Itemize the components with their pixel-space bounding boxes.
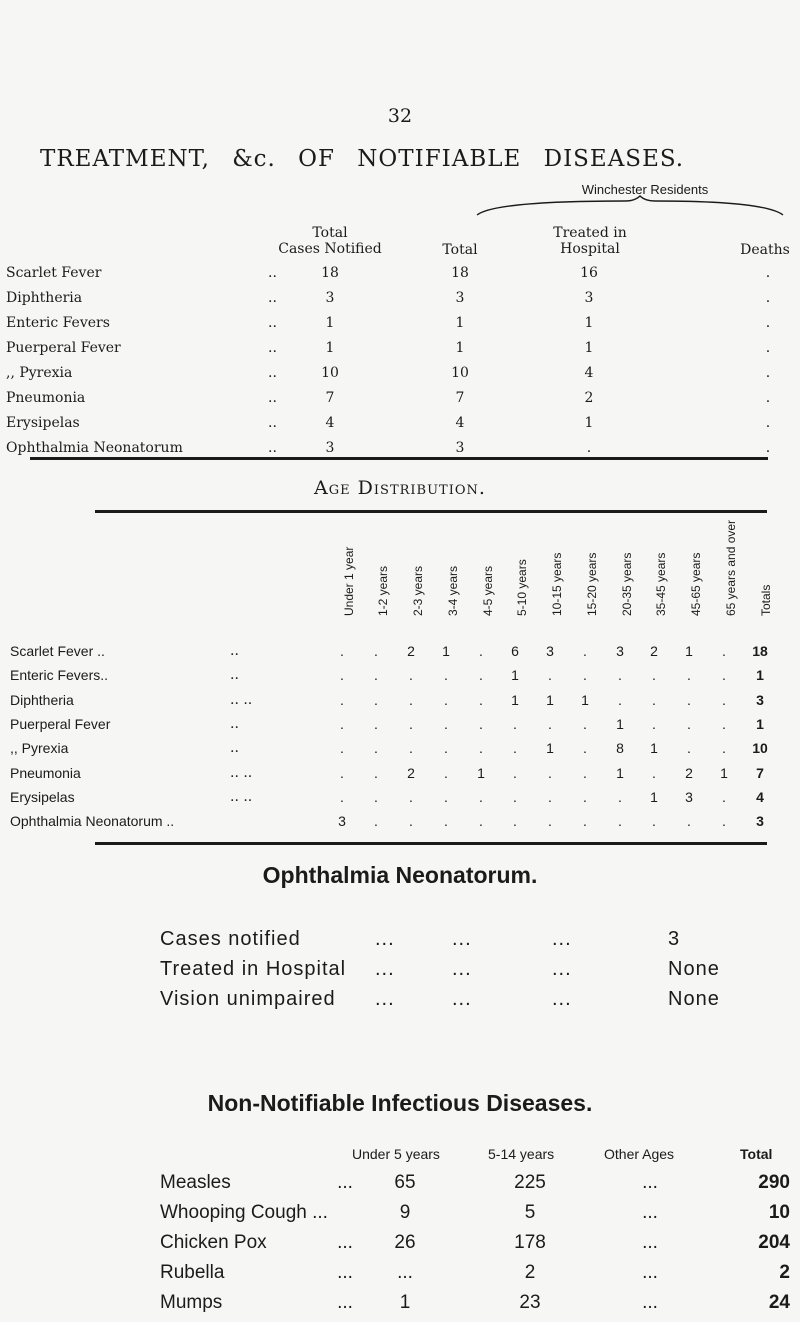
age-cell: . — [583, 715, 587, 732]
table-row — [160, 1202, 800, 1232]
age-column-label: 35-45 years — [654, 552, 668, 616]
disease-name: ,, Pyrexia — [10, 740, 69, 757]
leader-dots: .. — [230, 643, 239, 659]
age-cell: . — [374, 813, 378, 830]
age-cell: . — [687, 715, 691, 732]
page-number: 32 — [387, 105, 413, 127]
cell-deaths: . — [765, 390, 771, 406]
age-cell: . — [652, 691, 656, 708]
table-row — [0, 813, 800, 837]
table-row — [0, 290, 800, 312]
age-cell: 2 — [407, 764, 415, 781]
row-total: 7 — [756, 764, 764, 781]
cell-5-14: 5 — [524, 1202, 536, 1223]
cell-hospital: 3 — [584, 290, 594, 306]
leader-dots: ... — [337, 1172, 353, 1193]
age-cell: . — [513, 764, 517, 781]
disease-name: Pneumonia — [10, 764, 81, 781]
age-cell: . — [340, 788, 344, 805]
age-column-label: Under 1 year — [342, 546, 356, 616]
age-cell: . — [340, 643, 344, 659]
age-cell: . — [479, 788, 483, 805]
age-cell: 1 — [511, 691, 519, 708]
cell-deaths: . — [765, 315, 771, 331]
age-cell: . — [340, 715, 344, 732]
age-cell: . — [479, 813, 483, 830]
leader-dots: ... — [552, 928, 572, 950]
age-cell: . — [374, 764, 378, 781]
header-total: Total — [442, 242, 478, 258]
cell-other: ... — [642, 1202, 658, 1223]
header-5-14: 5-14 years — [488, 1146, 555, 1162]
disease-name: Mumps — [160, 1292, 223, 1313]
ophthalmia-value: 3 — [668, 928, 681, 950]
age-cell: . — [479, 715, 483, 732]
leader-dots: .. .. — [230, 691, 253, 708]
group-label: Winchester Residents — [581, 182, 709, 197]
leader-dots: ... — [337, 1262, 353, 1283]
leader-dots: .. — [268, 390, 277, 406]
divider — [95, 842, 767, 845]
age-column-header — [643, 535, 668, 630]
leader-dots: .. .. — [230, 764, 253, 781]
leader-dots: .. — [268, 265, 277, 281]
cell-total: 3 — [455, 440, 465, 456]
header-total-line1: Total — [312, 225, 348, 241]
cell-total: 3 — [455, 290, 465, 306]
age-column-header — [331, 535, 356, 630]
cell-5-14: 178 — [514, 1232, 546, 1253]
age-column-label: 5-10 years — [515, 559, 529, 616]
age-cell: 3 — [685, 788, 693, 805]
non-notifiable-title: Non-Notifiable Infectious Diseases. — [207, 1090, 593, 1116]
age-cell: . — [340, 667, 344, 684]
age-column-header — [539, 535, 564, 630]
leader-dots: .. — [268, 365, 277, 381]
divider — [30, 457, 768, 460]
header-under5: Under 5 years — [352, 1146, 440, 1162]
age-distribution-title: Age Distribution. — [314, 477, 486, 499]
table-row — [0, 415, 800, 437]
age-cell: . — [687, 813, 691, 830]
page-title-text: TREATMENT, &c. OF NOTIFIABLE DISEASES. — [40, 146, 685, 172]
age-cell: . — [444, 715, 448, 732]
cell-notified: 10 — [321, 365, 339, 381]
table-row — [160, 1292, 800, 1322]
age-cell: . — [548, 667, 552, 684]
row-total: 3 — [756, 813, 764, 830]
age-cell: . — [479, 740, 483, 757]
cell-other: ... — [642, 1262, 658, 1283]
leader-dots: ... — [452, 958, 472, 980]
table-row — [0, 643, 800, 667]
table-row — [0, 765, 800, 789]
disease-name: Puerperal Fever — [10, 715, 111, 732]
cell-deaths: . — [765, 340, 771, 356]
cell-notified: 7 — [325, 390, 335, 406]
leader-dots: ... — [375, 958, 395, 980]
cell-hospital: 1 — [584, 415, 594, 431]
header-total: Total — [740, 1146, 773, 1162]
age-cell: . — [374, 643, 378, 659]
age-cell: 3 — [338, 813, 346, 830]
age-cell: . — [409, 715, 413, 732]
disease-name: Diphtheria — [10, 691, 74, 708]
row-total: 4 — [756, 788, 764, 805]
leader-dots: ... — [552, 958, 572, 980]
age-cell: . — [652, 813, 656, 830]
table-row — [160, 1262, 800, 1292]
disease-name: Rubella — [160, 1262, 225, 1283]
age-cell: . — [374, 788, 378, 805]
age-cell: . — [340, 691, 344, 708]
leader-dots: ... — [375, 988, 395, 1010]
age-cell: . — [548, 764, 552, 781]
age-cell: . — [340, 740, 344, 757]
age-cell: 1 — [581, 691, 589, 708]
cell-total: 2 — [779, 1262, 790, 1283]
header-treated-line1: Treated in — [553, 225, 627, 241]
cell-total: 1 — [455, 340, 465, 356]
age-column-header — [470, 535, 495, 630]
header-deaths: Deaths — [740, 242, 790, 258]
age-cell: . — [687, 667, 691, 684]
brace-icon — [475, 195, 785, 217]
cell-notified: 3 — [325, 290, 335, 306]
table-row — [0, 265, 800, 287]
leader-dots: .. — [268, 290, 277, 306]
age-column-label: 2-3 years — [411, 565, 425, 616]
age-column-label: Totals — [759, 584, 773, 616]
cell-total: 10 — [768, 1202, 790, 1223]
age-column-label: 15-20 years — [585, 552, 599, 616]
age-column-header — [400, 535, 425, 630]
age-cell: . — [513, 715, 517, 732]
cell-notified: 3 — [325, 440, 335, 456]
leader-dots: .. — [268, 340, 277, 356]
disease-name: Ophthalmia Neonatorum .. — [10, 813, 175, 830]
age-cell: 1 — [511, 667, 519, 684]
age-cell: 1 — [650, 788, 658, 805]
age-cell: . — [444, 691, 448, 708]
cell-total: 1 — [455, 315, 465, 331]
age-column-header — [713, 519, 738, 630]
disease-name: Chicken Pox — [160, 1232, 267, 1253]
ophthalmia-label: Cases notified — [160, 928, 301, 950]
age-cell: . — [409, 740, 413, 757]
page-title — [40, 146, 770, 172]
age-cell: . — [618, 813, 622, 830]
age-cell: . — [652, 764, 656, 781]
age-column-header — [678, 535, 703, 630]
table-row — [0, 315, 800, 337]
age-cell: 3 — [616, 643, 624, 659]
age-cell: . — [583, 643, 587, 659]
table-row — [0, 692, 800, 716]
age-cell: . — [340, 764, 344, 781]
age-cell: . — [548, 715, 552, 732]
cell-under5: 9 — [399, 1202, 411, 1223]
age-cell: . — [722, 740, 726, 757]
age-cell: 1 — [685, 643, 693, 659]
cell-total: 10 — [451, 365, 469, 381]
age-column-header — [609, 535, 634, 630]
age-cell: . — [548, 813, 552, 830]
age-cell: . — [513, 788, 517, 805]
age-cell: 1 — [720, 764, 728, 781]
age-cell: 6 — [511, 643, 519, 659]
age-cell: . — [548, 788, 552, 805]
age-cell: . — [618, 667, 622, 684]
age-column-header — [504, 535, 529, 630]
row-total: 1 — [756, 715, 764, 732]
leader-dots: .. — [230, 715, 239, 732]
age-cell: . — [583, 667, 587, 684]
age-cell: . — [444, 788, 448, 805]
row-total: 18 — [752, 643, 768, 659]
age-cell: . — [374, 667, 378, 684]
age-cell: 1 — [650, 740, 658, 757]
age-cell: . — [687, 740, 691, 757]
cell-under5: 65 — [394, 1172, 416, 1193]
cell-hospital: 1 — [584, 340, 594, 356]
cell-other: ... — [642, 1172, 658, 1193]
age-column-label: 65 years and over — [724, 519, 738, 616]
cell-total: 7 — [455, 390, 465, 406]
header-treated-in-hospital — [520, 225, 660, 257]
leader-dots: ... — [452, 928, 472, 950]
row-total: 1 — [756, 667, 764, 684]
cell-notified: 18 — [321, 265, 339, 281]
ophthalmia-title: Ophthalmia Neonatorum. — [262, 862, 538, 888]
age-cell: 2 — [407, 643, 415, 659]
cell-5-14: 225 — [514, 1172, 546, 1193]
table-row — [0, 716, 800, 740]
table-row — [0, 365, 800, 387]
age-column-label: 45-65 years — [689, 552, 703, 616]
age-cell: 3 — [546, 643, 554, 659]
cell-under5: 26 — [394, 1232, 416, 1253]
cell-deaths: . — [765, 415, 771, 431]
ophthalmia-label: Vision unimpaired — [160, 988, 336, 1010]
age-column-label: 3-4 years — [446, 565, 460, 616]
cell-notified: 1 — [325, 315, 335, 331]
age-column-header — [365, 535, 390, 630]
age-cell: 8 — [616, 740, 624, 757]
age-cell: . — [722, 691, 726, 708]
age-cell: . — [513, 813, 517, 830]
cell-hospital: 2 — [584, 390, 594, 406]
table-row — [0, 390, 800, 412]
cell-deaths: . — [765, 290, 771, 306]
age-cell: . — [722, 667, 726, 684]
age-cell: 2 — [650, 643, 658, 659]
age-column-label: 20-35 years — [620, 552, 634, 616]
age-column-label: 10-15 years — [550, 552, 564, 616]
cell-5-14: 23 — [519, 1292, 541, 1313]
cell-total: 24 — [768, 1292, 790, 1313]
header-other-ages: Other Ages — [604, 1146, 675, 1162]
age-cell: . — [722, 715, 726, 732]
age-cell: . — [444, 764, 448, 781]
table-row — [0, 667, 800, 691]
age-column-header — [435, 535, 460, 630]
age-cell: . — [583, 788, 587, 805]
age-cell: 2 — [685, 764, 693, 781]
age-cell: . — [652, 667, 656, 684]
table-row — [160, 1232, 800, 1262]
ophthalmia-row — [160, 928, 780, 958]
age-cell: . — [479, 691, 483, 708]
cell-total: 204 — [758, 1232, 790, 1253]
disease-name: Scarlet Fever .. — [10, 643, 105, 659]
divider — [95, 510, 767, 513]
age-cell: . — [409, 788, 413, 805]
leader-dots: ... — [337, 1292, 353, 1313]
cell-deaths: . — [765, 440, 771, 456]
header-treated-line2: Hospital — [560, 241, 620, 257]
ophthalmia-row — [160, 958, 780, 988]
age-cell: 1 — [477, 764, 485, 781]
age-cell: . — [374, 715, 378, 732]
age-column-label: 1-2 years — [376, 565, 390, 616]
age-cell: . — [409, 691, 413, 708]
cell-total: 4 — [455, 415, 465, 431]
leader-dots: ... — [452, 988, 472, 1010]
cell-deaths: . — [765, 265, 771, 281]
age-cell: . — [479, 643, 483, 659]
cell-hospital: 16 — [580, 265, 598, 281]
age-cell: 1 — [616, 715, 624, 732]
age-cell: . — [409, 667, 413, 684]
age-cell: . — [722, 788, 726, 805]
disease-name: Erysipelas — [10, 788, 75, 805]
leader-dots: ... — [375, 928, 395, 950]
age-cell: . — [374, 691, 378, 708]
ophthalmia-value: None — [668, 988, 720, 1010]
disease-name: Scarlet Fever — [6, 265, 102, 281]
disease-name: Ophthalmia Neonatorum — [6, 440, 183, 456]
leader-dots: .. — [268, 440, 277, 456]
age-column-header — [574, 535, 599, 630]
cell-hospital: . — [586, 440, 592, 456]
age-column-header — [748, 535, 773, 630]
leader-dots: .. — [230, 740, 239, 757]
ophthalmia-row — [160, 988, 780, 1018]
leader-dots: .. — [268, 415, 277, 431]
age-cell: . — [479, 667, 483, 684]
disease-name: Diphtheria — [6, 290, 83, 306]
disease-name: Pneumonia — [6, 390, 86, 406]
disease-name: Puerperal Fever — [6, 340, 121, 356]
age-cell: . — [513, 740, 517, 757]
age-cell: . — [652, 715, 656, 732]
disease-name: ,, Pyrexia — [6, 365, 73, 381]
header-total-cases-notified — [255, 225, 405, 257]
table-row — [0, 740, 800, 764]
table-row — [0, 340, 800, 362]
age-cell: . — [722, 813, 726, 830]
leader-dots: .. — [230, 667, 239, 684]
cell-hospital: 4 — [584, 365, 594, 381]
age-cell: . — [583, 813, 587, 830]
age-cell: . — [444, 813, 448, 830]
disease-name: Measles — [160, 1172, 231, 1193]
age-cell: . — [444, 740, 448, 757]
age-cell: . — [583, 740, 587, 757]
disease-name: Erysipelas — [6, 415, 80, 431]
cell-other: ... — [642, 1292, 658, 1313]
cell-5-14: 2 — [524, 1262, 536, 1283]
leader-dots: ... — [552, 988, 572, 1010]
age-cell: . — [583, 764, 587, 781]
row-total: 3 — [756, 691, 764, 708]
cell-under5: 1 — [399, 1292, 411, 1313]
age-cell: . — [374, 740, 378, 757]
cell-other: ... — [642, 1232, 658, 1253]
age-cell: . — [444, 667, 448, 684]
age-cell: 1 — [442, 643, 450, 659]
leader-dots: .. — [268, 315, 277, 331]
age-cell: 1 — [616, 764, 624, 781]
age-cell: 1 — [546, 740, 554, 757]
age-column-label: 4-5 years — [481, 565, 495, 616]
ophthalmia-label: Treated in Hospital — [160, 958, 347, 980]
age-cell: 1 — [546, 691, 554, 708]
age-cell: . — [618, 788, 622, 805]
cell-total: 18 — [451, 265, 469, 281]
cell-deaths: . — [765, 365, 771, 381]
table-row — [160, 1172, 800, 1202]
cell-notified: 4 — [325, 415, 335, 431]
leader-dots: ... — [337, 1232, 353, 1253]
age-cell: . — [618, 691, 622, 708]
ophthalmia-value: None — [668, 958, 720, 980]
leader-dots: .. .. — [230, 788, 253, 805]
disease-name: Enteric Fevers — [6, 315, 110, 331]
cell-hospital: 1 — [584, 315, 594, 331]
disease-name: Enteric Fevers.. — [10, 667, 109, 684]
table-row — [0, 789, 800, 813]
age-cell: . — [722, 643, 726, 659]
row-total: 10 — [752, 740, 768, 757]
cell-notified: 1 — [325, 340, 335, 356]
disease-name: Whooping Cough ... — [160, 1202, 328, 1223]
header-total-line2: Cases Notified — [278, 241, 382, 257]
age-cell: . — [409, 813, 413, 830]
cell-under5: ... — [397, 1262, 413, 1283]
age-cell: . — [687, 691, 691, 708]
cell-total: 290 — [758, 1172, 790, 1193]
